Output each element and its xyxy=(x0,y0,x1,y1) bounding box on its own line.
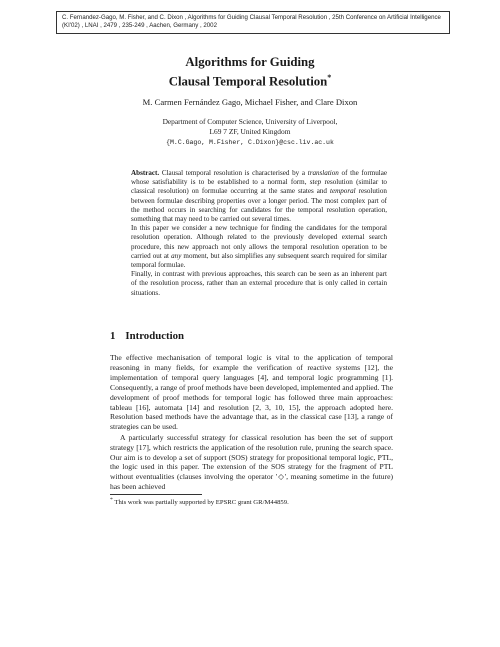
abstract-paragraph-3: Finally, in contrast with previous approaches, this search can be seen as an inherent part of the resolution process, rather than an external procedure that is only called in certain situations. xyxy=(131,270,387,297)
section-title: Introduction xyxy=(125,330,185,342)
intro-paragraph-1: The effective mechanisation of temporal logic is vital to the application of temporal reasoning in many fields, for example the verification of reactive systems [12], the implementation of temporal query languages [4], and temporal logic programming [1]. Consequently, a range of proof methods have been developed, implemented and applied. The development of proof methods for temporal logic has followed three main approaches: tableau [16], automata [14] and resolution [2, 3, 10, 15], the approach adopted here. Resolution based methods have the advantage that, as in the classical case [13], a range of strategies can be used. xyxy=(110,353,393,432)
citation-text: C. Fernandez-Gago, M. Fisher, and C. Dixon , Algorithms for Guiding Clausal Temporal Resolution , 25th Conference on Artificial Intelligence (KI'02) , LNAI , 2479 , 235-249 , Aachen, Germany , 2002 xyxy=(62,14,441,29)
paper-title-line-2: Clausal Temporal Resolution* xyxy=(168,73,332,89)
citation-header xyxy=(56,11,450,34)
abstract-paragraph-2: In this paper we consider a new technique for finding the candidates for the temporal resolution operation. Although related to the previously developed external search procedure, this new approach not only allows the temporal resolution operation to be carried out at any moment, but also simplifies any subsequent search required for similar temporal formulae. xyxy=(131,224,388,270)
title-footnote-mark: * xyxy=(327,73,332,82)
intro-paragraph-2: A particularly successful strategy for classical resolution has been the set of support strategy [17], which restricts the application of the resolution rule, pruning the search space. Our aim is to develop a set of support (SOS) strategy for propositional temporal logic, PTL, the logic used in this paper. The extension of the SOS strategy for the fragment of PTL without eventualities (clauses involving the operator '◇', meaning sometime in the future) has been achieved xyxy=(110,432,393,492)
affiliation-line-2: L69 7 ZF, United Kingdom xyxy=(209,127,291,136)
introduction-body xyxy=(110,353,393,493)
affiliation-line-1: Department of Computer Science, University of Liverpool, xyxy=(162,117,338,126)
footnote-text: This work was partially supported by EPSRC grant GR/M44859. xyxy=(114,499,289,507)
abstract-label: Abstract. xyxy=(131,169,160,177)
section-number: 1 xyxy=(110,330,116,342)
section-heading-introduction xyxy=(110,330,184,342)
abstract-paragraph-1: Abstract. Clausal temporal resolution is characterised by a translation of the formulae whose satisfiability is to be established to a normal form, step resolution (similar to classical resolution) on formulae occurring at the same states and temporal resolution between formulae describing properties over a longer period. The most complex part of the method occurs in searching for candidates for the temporal resolution operation, something that may need to be carried out several times. xyxy=(131,169,388,224)
author-emails: {M.C.Gago, M.Fisher, C.Dixon}@csc.liv.ac.uk xyxy=(166,139,334,146)
footnote-mark: * xyxy=(110,497,113,503)
author-list: M. Carmen Fernández Gago, Michael Fisher, and Clare Dixon xyxy=(142,97,358,107)
footnote xyxy=(110,496,393,507)
footnote-divider xyxy=(110,494,202,495)
paper-title-line-1: Algorithms for Guiding xyxy=(185,55,315,69)
abstract xyxy=(131,169,387,298)
